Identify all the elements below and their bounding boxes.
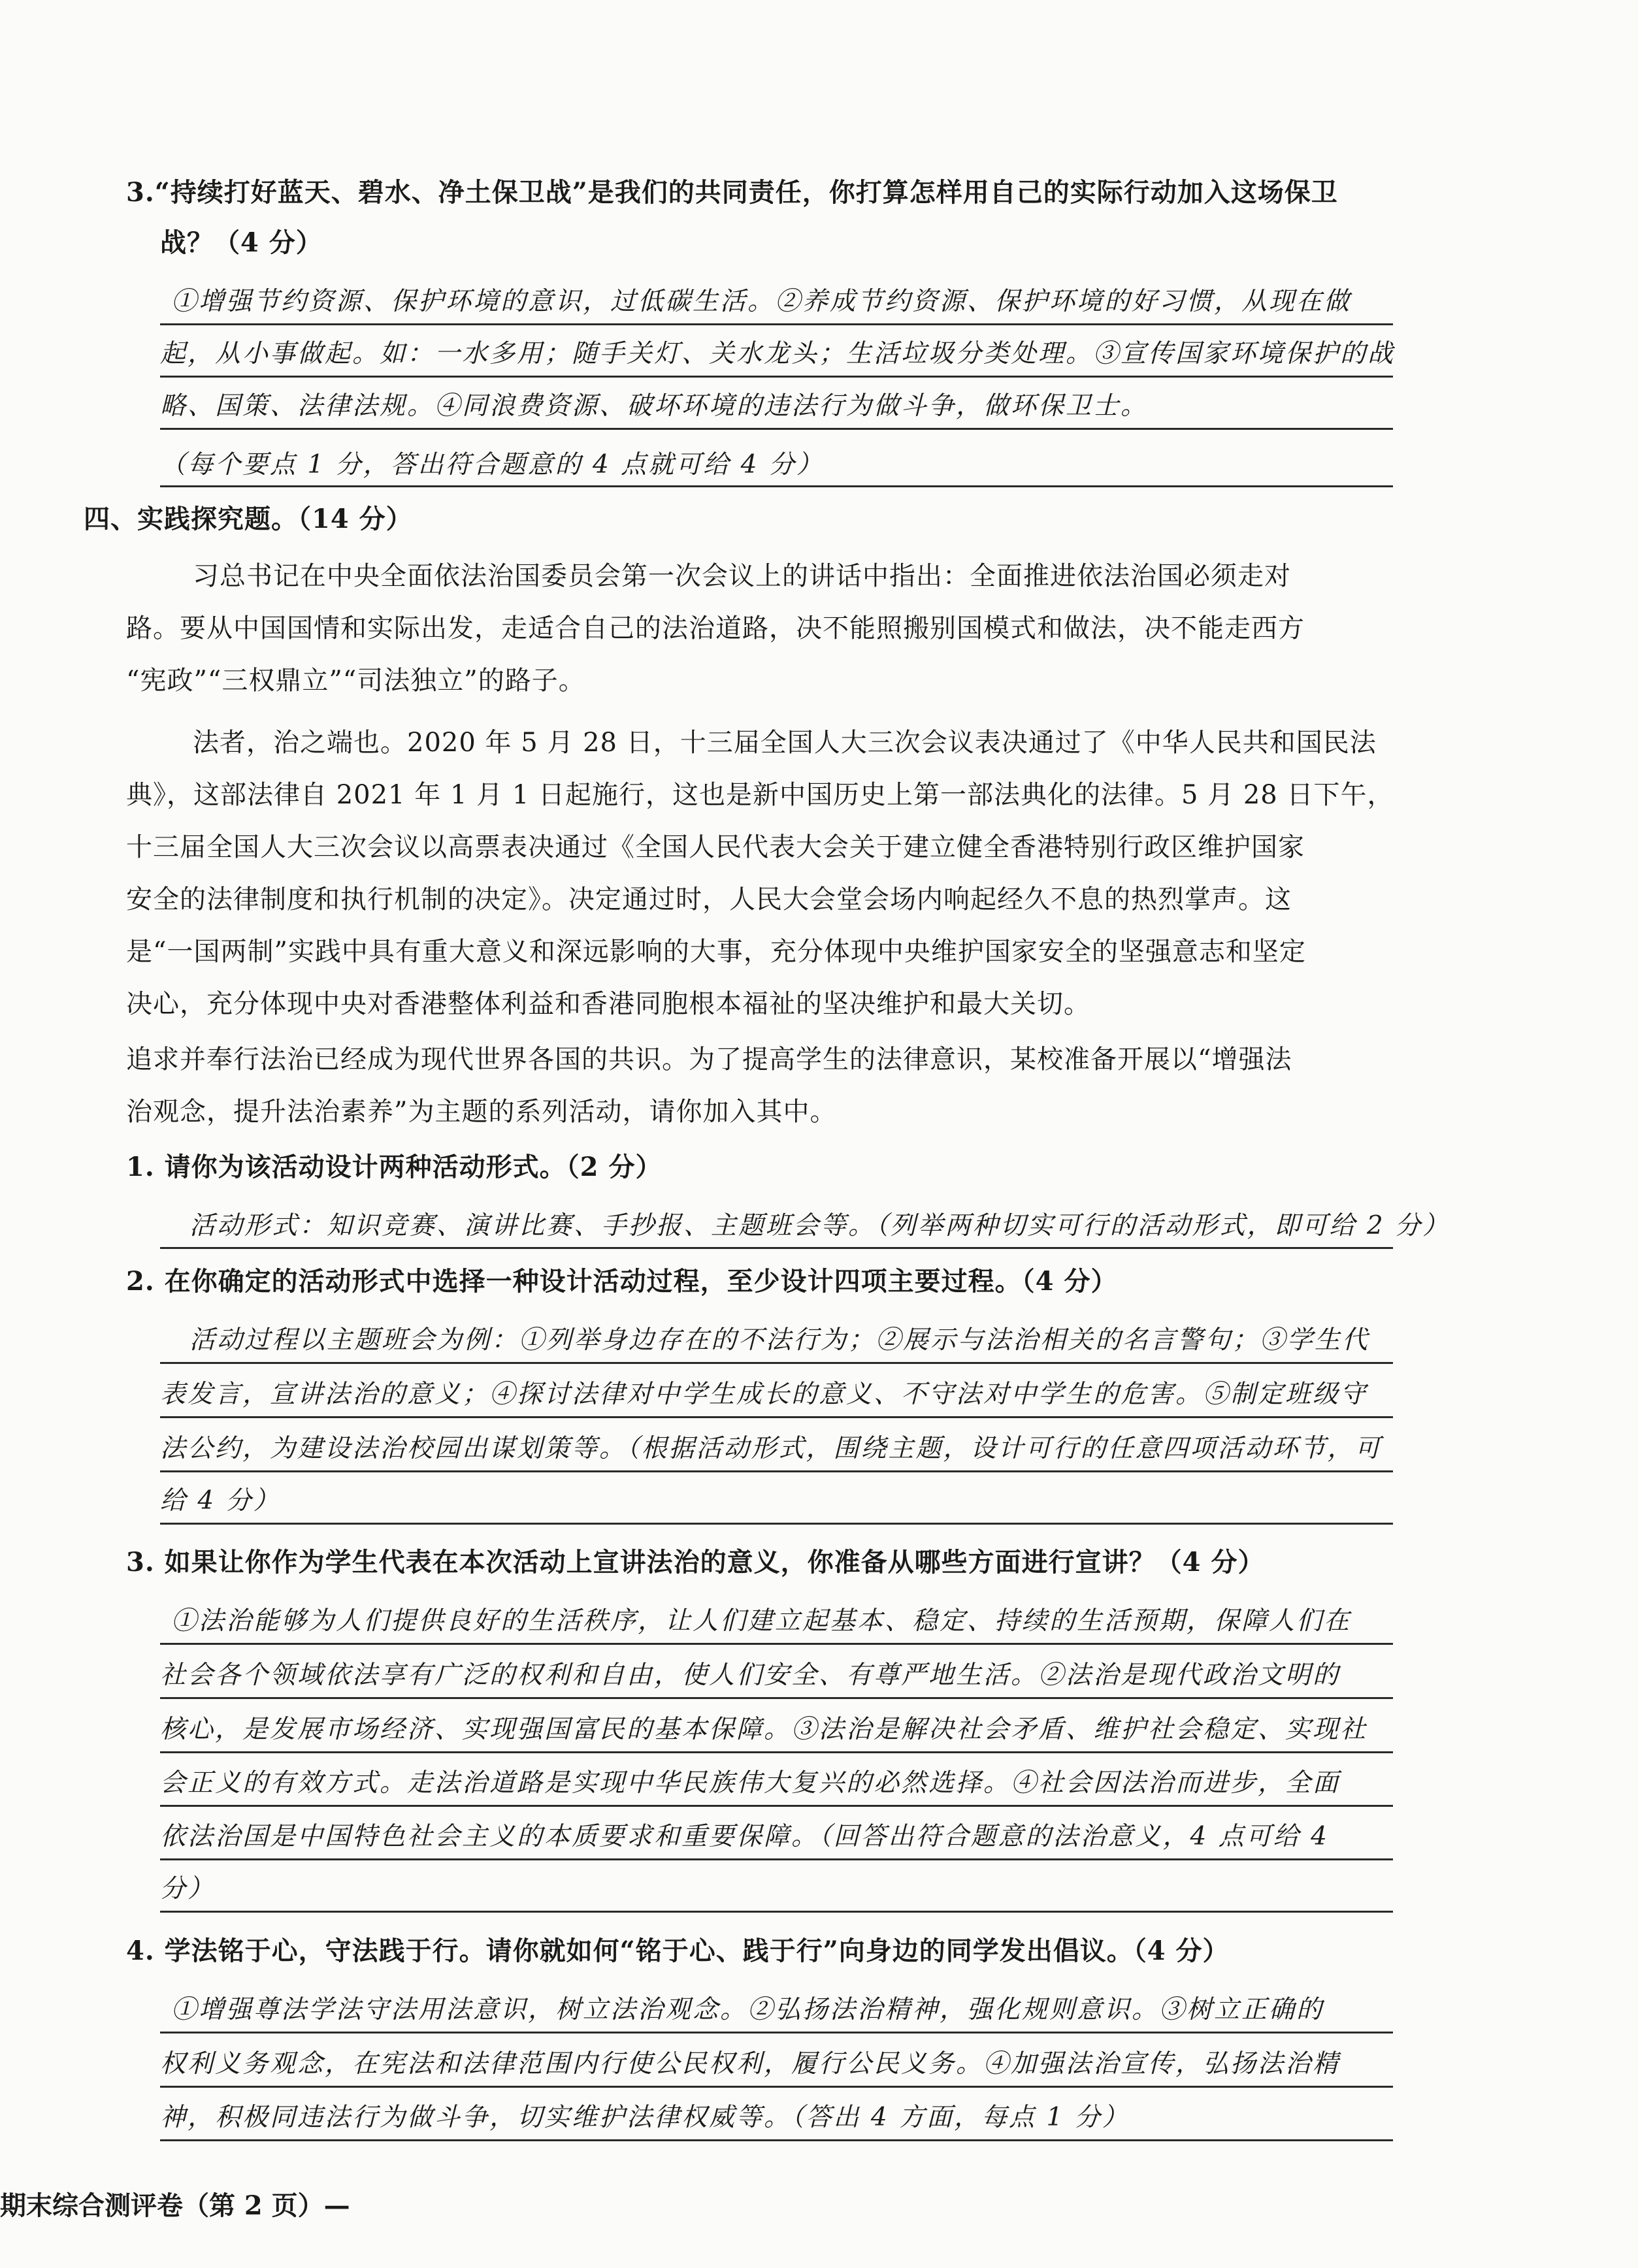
material-paragraph-3-line-2: 治观念，提升法治素养”为主题的系列活动，请你加入其中。: [126, 1097, 837, 1127]
answer-underline: [160, 1470, 1393, 1472]
question-3-answer-line-1: ①增强节约资源、保护环境的意识，过低碳生活。②养成节约资源、保护环境的好习惯，从现在做: [171, 287, 1352, 316]
answer-underline: [160, 1523, 1393, 1525]
answer-underline: [160, 1911, 1393, 1913]
material-paragraph-1-line-3: “宪政”“三权鼎立”“司法独立”的路子。: [126, 666, 585, 696]
material-paragraph-1-line-1: 习总书记在中央全面依法治国委员会第一次会议上的讲话中指出：全面推进依法治国必须走对: [193, 561, 1291, 591]
s4-question-4-answer-line-2: 权利义务观念，在宪法和法律范围内行使公民权利，履行公民义务。④加强法治宣传，弘扬法治精: [160, 2049, 1341, 2079]
answer-underline: [160, 1805, 1393, 1807]
answer-underline: [160, 1416, 1393, 1418]
material-paragraph-2-line-3: 十三届全国人大三次会议以高票表决通过《全国人民代表大会关于建立健全香港特别行政区维护国家: [126, 832, 1305, 862]
question-3-answer-line-3: 略、国策、法律法规。④同浪费资源、破坏环境的违法行为做斗争，做环保卫士。: [160, 391, 1149, 421]
s4-question-2-answer-line-2: 表发言，宣讲法治的意义；④探讨法律对中学生成长的意义、不守法对中学生的危害。⑤制定班级守: [160, 1380, 1368, 1409]
answer-underline: [160, 1643, 1393, 1645]
s4-question-3-answer-line-5: 依法治国是中国特色社会主义的本质要求和重要保障。（回答出符合题意的法治意义，4 点可给 4: [160, 1822, 1329, 1851]
section-4-heading: 四、实践探究题。（14 分）: [84, 504, 413, 534]
answer-underline: [160, 1858, 1393, 1860]
s4-question-3-answer-line-2: 社会各个领域依法享有广泛的权利和自由，使人们安全、有尊严地生活。②法治是现代政治文明的: [160, 1660, 1341, 1690]
s4-question-2-title: 2. 在你确定的活动形式中选择一种设计活动过程，至少设计四项主要过程。（4 分）: [126, 1266, 1118, 1297]
s4-question-3-answer-line-6: 分）: [160, 1874, 216, 1904]
s4-question-3-answer-line-3: 核心，是发展市场经济、实现强国富民的基本保障。③法治是解决社会矛盾、维护社会稳定、实现社: [160, 1715, 1368, 1744]
s4-question-3-title: 3. 如果让你作为学生代表在本次活动上宣讲法治的意义，你准备从哪些方面进行宣讲？（4 分）: [126, 1547, 1265, 1578]
material-paragraph-2-line-6: 决心，充分体现中央对香港整体利益和香港同胞根本福祉的坚决维护和最大关切。: [126, 989, 1090, 1019]
answer-underline: [160, 376, 1393, 378]
s4-question-4-title: 4. 学法铭于心，守法践于行。请你就如何“铭于心、践于行”向身边的同学发出倡议。（4 分）: [126, 1936, 1230, 1966]
s4-question-1-title: 1. 请你为该活动设计两种活动形式。（2 分）: [126, 1152, 663, 1182]
answer-underline: [160, 1697, 1393, 1699]
answer-underline: [160, 2032, 1393, 2033]
question-3-title-line-2: 战？（4 分）: [160, 227, 323, 258]
answer-underline: [160, 485, 1393, 487]
question-3-answer-line-2: 起，从小事做起。如：一水多用；随手关灯、关水龙头；生活垃圾分类处理。③宣传国家环境保护的战: [160, 339, 1396, 368]
s4-question-2-answer-line-4: 给 4 分）: [160, 1486, 281, 1515]
s4-question-1-answer-line-1: 活动形式：知识竞赛、演讲比赛、手抄报、主题班会等。（列举两种切实可行的活动形式，即可给 2 分）: [189, 1211, 1450, 1240]
question-3-title-line-1: 3.“持续打好蓝天、碧水、净土保卫战”是我们的共同责任，你打算怎样用自己的实际行动加入这场保卫: [126, 177, 1338, 208]
material-paragraph-2-line-1: 法者，治之端也。2020 年 5 月 28 日，十三届全国人大三次会议表决通过了《中华人民共和国民法: [193, 728, 1377, 758]
material-paragraph-2-line-4: 安全的法律制度和执行机制的决定》。决定通过时，人民大会堂会场内响起经久不息的热烈掌声。这: [126, 884, 1292, 915]
material-paragraph-3-line-1: 追求并奉行法治已经成为现代世界各国的共识。为了提高学生的法律意识，某校准备开展以“增强法: [126, 1045, 1292, 1075]
s4-question-4-answer-line-1: ①增强尊法学法守法用法意识，树立法治观念。②弘扬法治精神，强化规则意识。③树立正确的: [171, 1995, 1324, 2024]
page-footer: 期末综合测评卷（第 2 页）—: [0, 2190, 350, 2221]
question-3-scoring-note: （每个要点 1 分，答出符合题意的 4 点就可给 4 分）: [160, 450, 824, 479]
answer-underline: [160, 323, 1393, 325]
answer-underline: [160, 1247, 1393, 1249]
answer-underline: [160, 2139, 1393, 2141]
s4-question-3-answer-line-4: 会正义的有效方式。走法治道路是实现中华民族伟大复兴的必然选择。④社会因法治而进步，全面: [160, 1768, 1341, 1798]
s4-question-4-answer-line-3: 神，积极同违法行为做斗争，切实维护法律权威等。（答出 4 方面，每点 1 分）: [160, 2103, 1130, 2132]
material-paragraph-2-line-5: 是“一国两制”实践中具有重大意义和深远影响的大事，充分体现中央维护国家安全的坚强意志和坚定: [126, 937, 1306, 967]
answer-underline: [160, 428, 1393, 430]
answer-underline: [160, 1751, 1393, 1753]
answer-underline: [160, 1362, 1393, 1364]
material-paragraph-2-line-2: 典》，这部法律自 2021 年 1 月 1 日起施行，这也是新中国历史上第一部法典化的法律。5 月 28 日下午，: [126, 780, 1394, 810]
s4-question-2-answer-line-1: 活动过程以主题班会为例：①列举身边存在的不法行为；②展示与法治相关的名言警句；③学生代: [189, 1325, 1370, 1355]
s4-question-2-answer-line-3: 法公约，为建设法治校园出谋划策等。（根据活动形式，围绕主题，设计可行的任意四项活动环节，可: [160, 1434, 1383, 1463]
s4-question-3-answer-line-1: ①法治能够为人们提供良好的生活秩序，让人们建立起基本、稳定、持续的生活预期，保障人们在: [171, 1606, 1352, 1636]
answer-underline: [160, 2086, 1393, 2088]
material-paragraph-1-line-2: 路。要从中国国情和实际出发，走适合自己的法治道路，决不能照搬别国模式和做法，决不能走西方: [126, 613, 1305, 643]
